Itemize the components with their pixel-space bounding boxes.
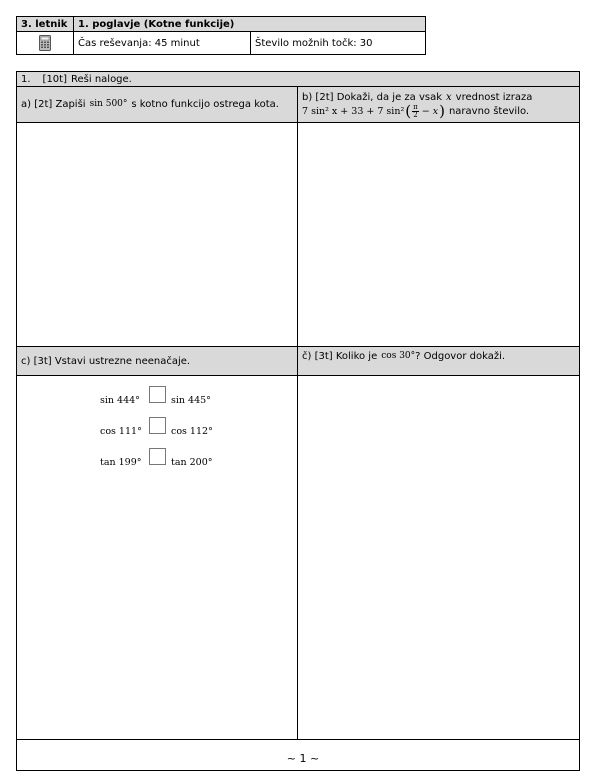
chapter-title: 1. poglavje (Kotne funkcije) <box>78 18 235 30</box>
task-instruction: Reši naloge. <box>71 73 132 85</box>
part-b-minus: − x <box>421 105 439 117</box>
points-cell <box>250 31 426 55</box>
part-c-header <box>16 346 298 376</box>
part-b-line2-rest: naravno število. <box>448 105 530 117</box>
column-divider <box>297 122 298 739</box>
part-d-label: č) [3t] Koliko je <box>302 351 378 362</box>
part-b-frac-den: 2 <box>413 110 418 119</box>
grade-label: 3. letnik <box>21 18 68 30</box>
part-d-rest: ? Odgovor dokaži. <box>415 351 506 362</box>
task-header <box>16 71 580 87</box>
chapter-cell <box>73 16 426 32</box>
part-b-header <box>297 86 580 123</box>
part-b-line1: b) [2t] Dokaži, da je za vsak <box>302 91 443 103</box>
inequality-list <box>100 383 240 478</box>
inequality-row <box>100 445 213 468</box>
part-b-fraction <box>412 104 419 119</box>
part-a-rest: s kotno funkcijo ostrega kota. <box>131 99 279 110</box>
inequality-row <box>100 383 211 406</box>
time-cell <box>73 31 251 55</box>
inequality-input-box[interactable] <box>149 448 166 465</box>
points-info: Število možnih točk: 30 <box>255 37 373 49</box>
part-b-line1-rest: vrednost izraza <box>455 91 533 103</box>
inequality-left: sin 444° <box>100 395 140 406</box>
part-d-header <box>297 346 580 376</box>
inequality-input-box[interactable] <box>149 417 166 434</box>
task-points: [10t] <box>42 73 67 85</box>
part-b-frac-num: π <box>413 102 418 111</box>
part-c-label: c) [3t] Vstavi ustrezne neenačaje. <box>21 355 191 367</box>
time-info: Čas reševanja: 45 minut <box>78 37 200 49</box>
footer-rule <box>16 739 580 740</box>
part-d-math: cos 30° <box>381 351 416 361</box>
part-b-expr: 7 sin² x + 33 + 7 sin² <box>302 105 405 117</box>
part-b-var: x <box>446 91 452 103</box>
part-a-math: sin 500° <box>89 99 128 109</box>
part-a-header <box>16 86 298 123</box>
part-b-paren-open: ( <box>405 101 412 120</box>
part-a-label: a) [2t] Zapiši <box>21 99 86 110</box>
inequality-right: tan 200° <box>171 457 213 468</box>
inequality-row <box>100 414 213 437</box>
inequality-left: cos 111° <box>100 426 142 437</box>
grade-cell <box>16 16 74 32</box>
page-number: ~ 1 ~ <box>286 752 320 765</box>
inequality-left: tan 199° <box>100 457 142 468</box>
inequality-input-box[interactable] <box>149 386 166 403</box>
inequality-right: cos 112° <box>171 426 213 437</box>
calculator-cell <box>16 31 74 55</box>
calculator-icon <box>39 35 51 51</box>
part-b-paren-close: ) <box>439 101 445 120</box>
inequality-right: sin 445° <box>171 395 211 406</box>
task-number: 1. <box>21 73 31 85</box>
